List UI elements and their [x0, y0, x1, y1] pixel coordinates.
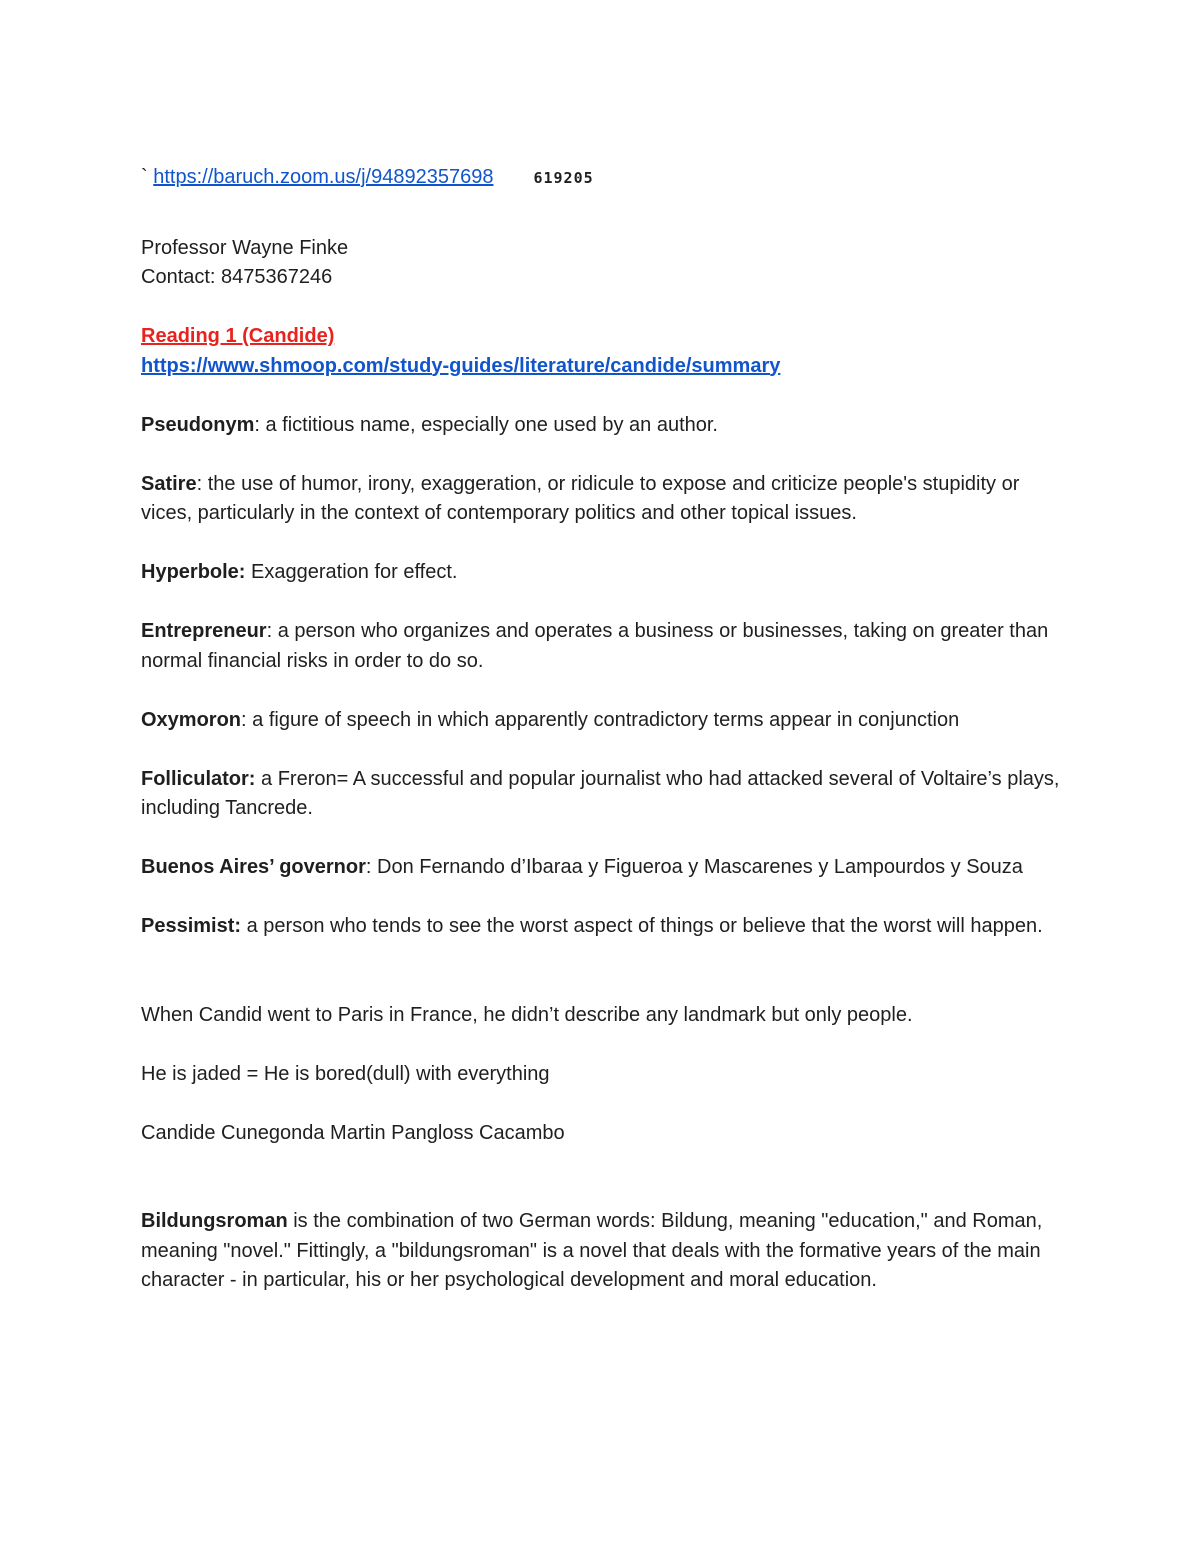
reading-heading-text: Reading 1 (Candide)	[141, 325, 335, 347]
definition-separator: :	[365, 856, 377, 878]
reading-link[interactable]: https://www.shmoop.com/study-guides/literature/candide/summary	[141, 354, 781, 377]
definition-satire	[141, 470, 1071, 529]
definition-term: Buenos Aires’ governor	[141, 856, 366, 878]
definition-term: Oxymoron	[141, 708, 242, 731]
zoom-line	[141, 163, 1071, 194]
definition-separator: :	[254, 413, 266, 436]
definition-text: a figure of speech in which apparently contradictory terms appear in conjunction	[252, 708, 960, 731]
definition-entrepreneur	[141, 617, 1071, 676]
note-jaded: He is jaded = He is bored(dull) with everything	[141, 1062, 550, 1085]
definition-term: Satire	[141, 472, 197, 495]
definition-folliculator	[141, 765, 1071, 824]
definition-text: a person who tends to see the worst aspect of things or believe that the worst will happen.	[246, 915, 1043, 937]
definition-text: a person who organizes and operates a business or businesses, taking on greater than normal financial risks in order to do so.	[141, 620, 1049, 672]
definition-text: a fictitious name, especially one used by an author.	[265, 413, 718, 436]
definition-text: Don Fernando d’Ibaraa y Figueroa y Mascarenes y Lampourdos y Souza	[377, 856, 1023, 878]
definition-separator: :	[241, 708, 253, 731]
reading-heading	[141, 322, 1071, 352]
professor-contact: Contact: 8475367246	[141, 266, 333, 288]
definition-buenos-aires-governor	[141, 853, 1071, 883]
definition-text: Exaggeration for effect.	[251, 561, 458, 583]
note-paris: When Candid went to Paris in France, he didn’t describe any landmark but only people.	[141, 1003, 913, 1026]
meeting-code: 619205	[533, 169, 594, 187]
bildungsroman-term: Bildungsroman	[141, 1210, 288, 1232]
definition-term: Folliculator:	[141, 767, 256, 790]
definition-term: Hyperbole:	[141, 561, 246, 583]
definition-separator: :	[266, 620, 278, 642]
backtick-prefix: `	[141, 166, 154, 188]
document-body	[141, 163, 1071, 1296]
definition-hyperbole	[141, 558, 1071, 588]
definition-separator: :	[196, 472, 208, 495]
definition-text: a Freron= A successful and popular journalist who had attacked several of Voltaire’s plays, including Tancrede.	[141, 767, 1060, 819]
definition-pseudonym	[141, 411, 1071, 441]
definition-term: Pessimist:	[141, 915, 242, 937]
reading-link-line	[141, 352, 1071, 382]
note-characters: Candide Cunegonda Martin Pangloss Cacambo	[141, 1121, 565, 1144]
definition-text: the use of humor, irony, exaggeration, or ridicule to expose and criticize people's stupidity or vices, particularly in the context of contemporary politics and other topical issues.	[141, 472, 1020, 524]
bildungsroman-text: is the combination of two German words: Bildung, meaning "education," and Roman, meaning "novel." Fittingly, a "bildungsroman" is a novel that deals with the formative years of the main character - in particular, his or her psychological development and moral education.	[141, 1210, 1043, 1291]
definition-pessimist	[141, 912, 1071, 942]
bildungsroman-paragraph	[141, 1207, 1071, 1296]
definition-term: Pseudonym	[141, 413, 255, 436]
definition-oxymoron	[141, 706, 1071, 736]
professor-name: Professor Wayne Finke	[141, 236, 349, 259]
zoom-link[interactable]: https://baruch.zoom.us/j/94892357698	[153, 166, 494, 188]
definition-term: Entrepreneur	[141, 620, 267, 642]
